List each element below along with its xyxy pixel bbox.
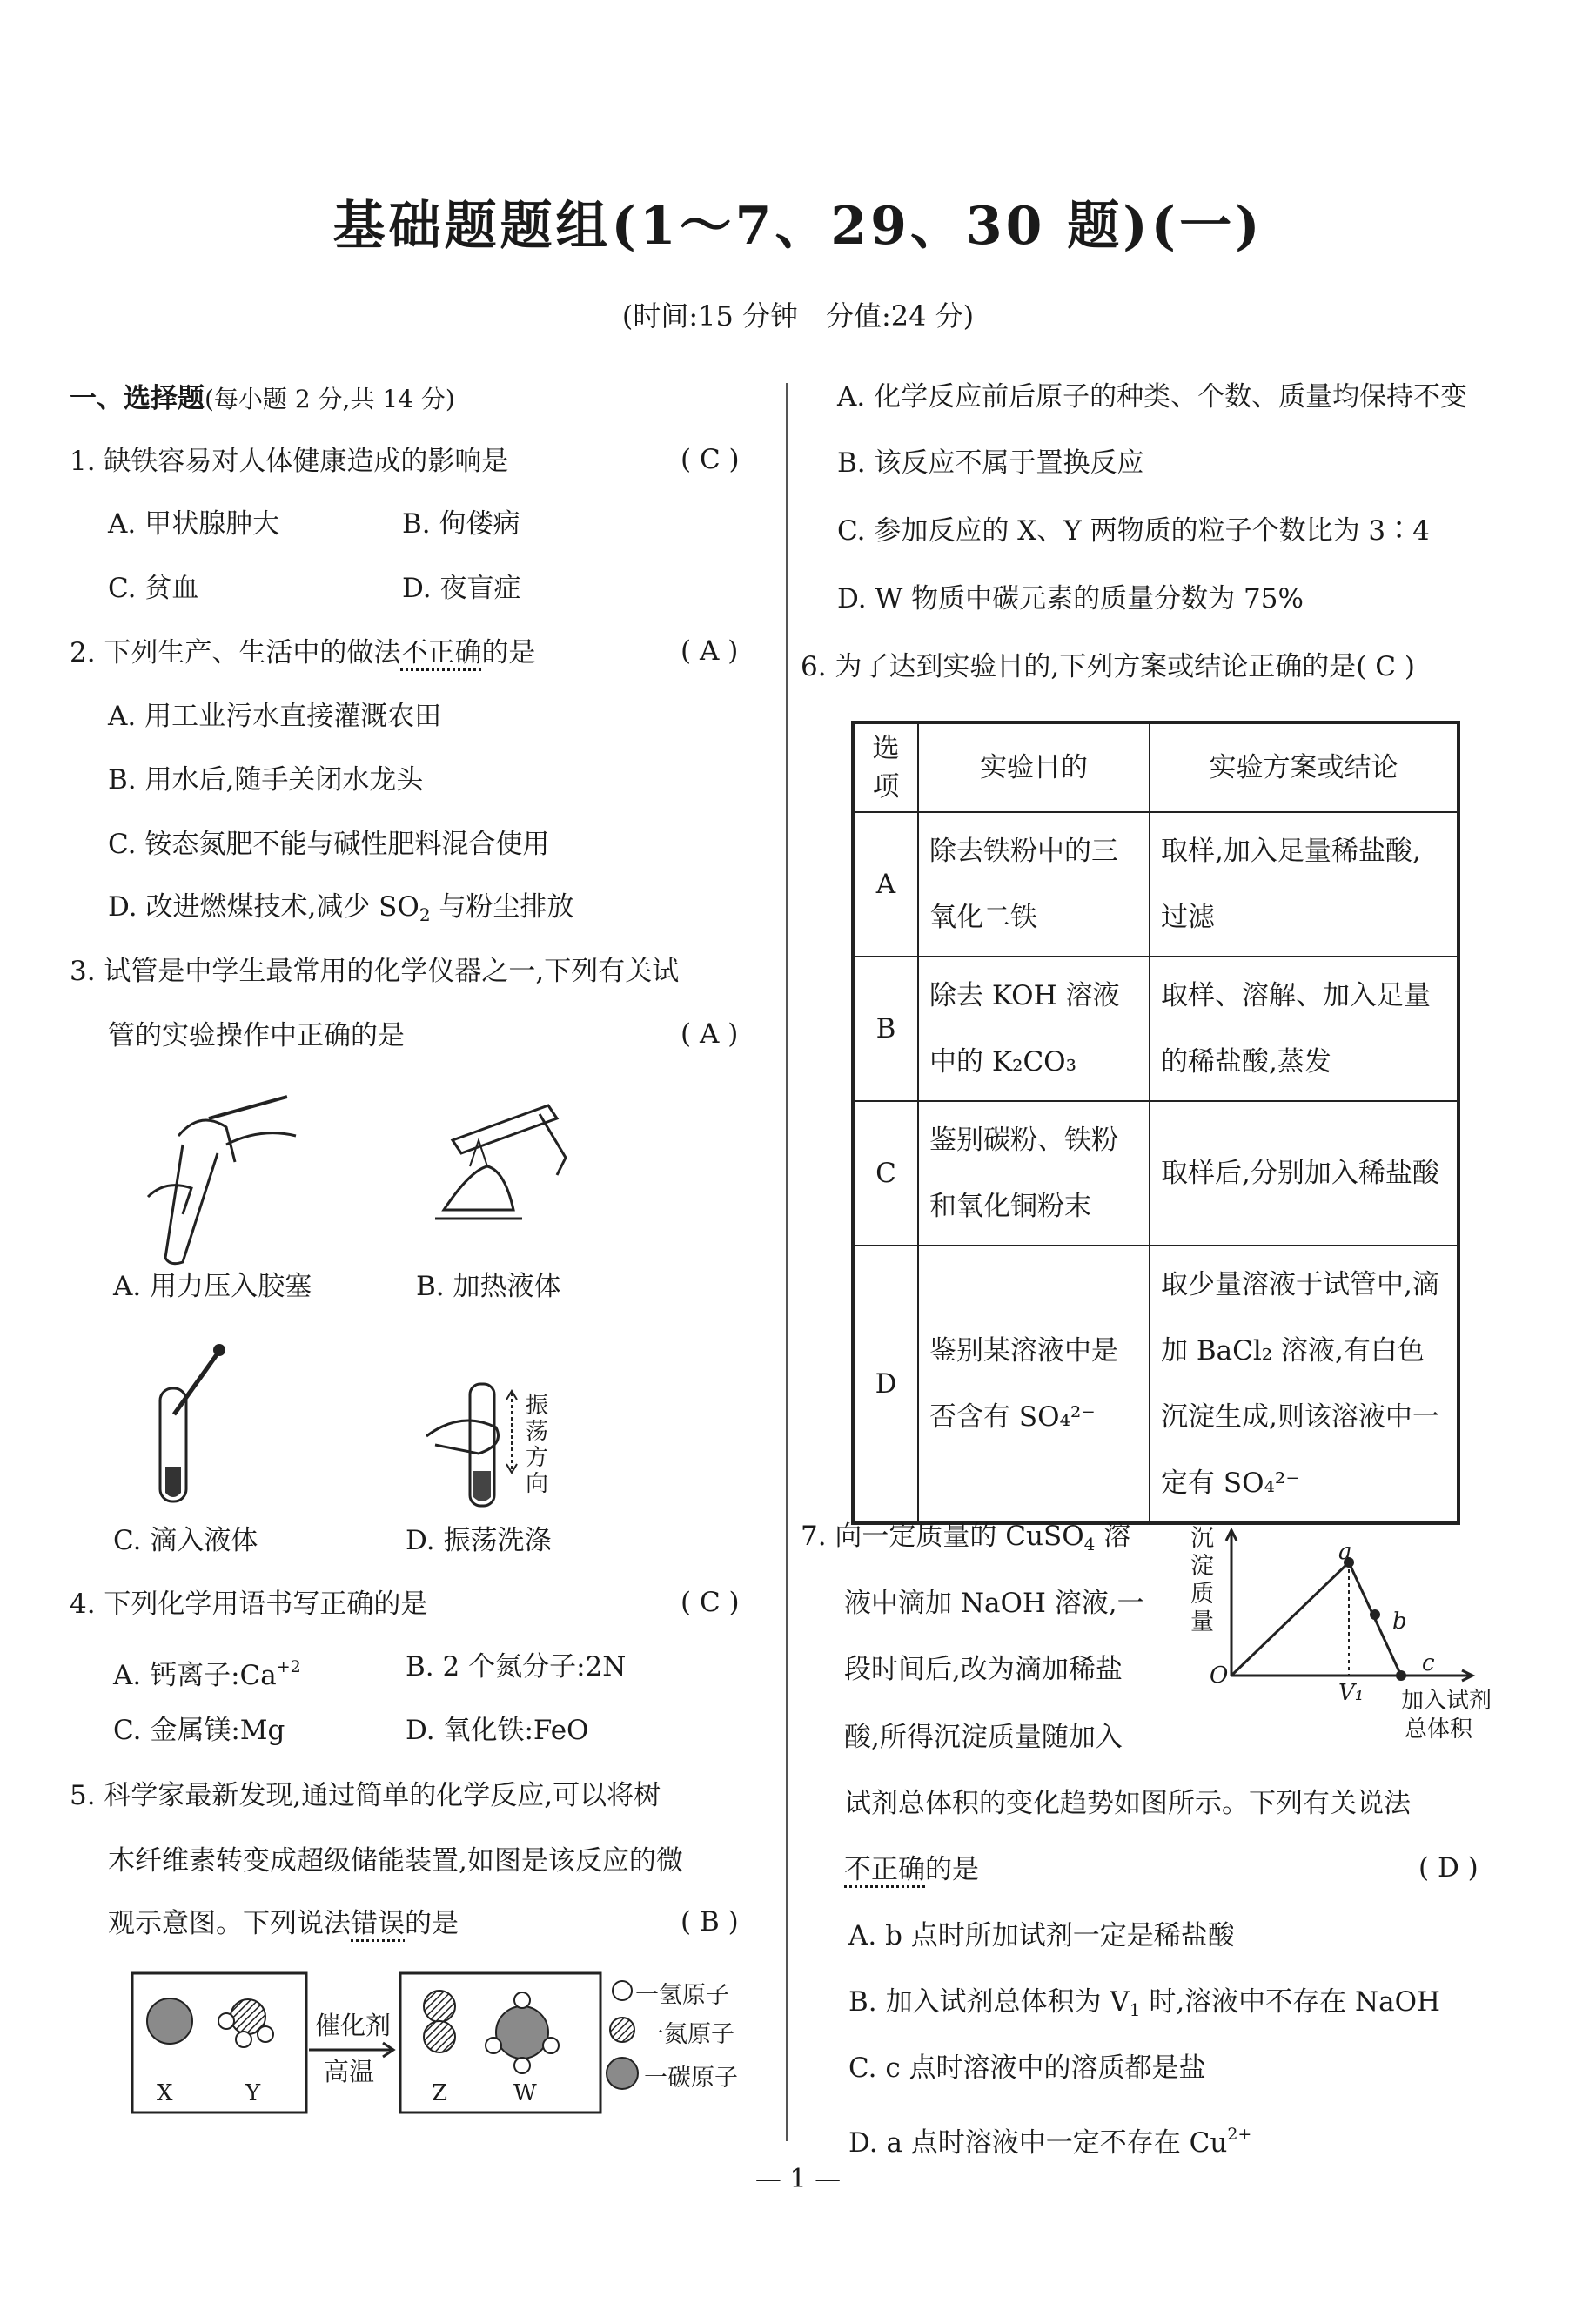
q7-stem-line6: 不正确的是 xyxy=(844,1854,979,1885)
q3-stem-line1: 3. 试管是中学生最常用的化学仪器之一,下列有关试 xyxy=(70,956,680,987)
table-header-cell: 实验方案或结论 xyxy=(1150,722,1459,812)
q3-option-d: D. 振荡洗涤 xyxy=(406,1525,552,1556)
q3-fig-shake-wash xyxy=(409,1375,600,1515)
table-cell-plan: 取样后,分别加入稀盐酸 xyxy=(1150,1101,1459,1246)
table-header-cell: 选项 xyxy=(853,722,918,812)
q2-answer: ( A ) xyxy=(681,635,739,667)
q5-label-y: Y xyxy=(245,2080,261,2106)
q5-answer: ( B ) xyxy=(681,1906,739,1938)
q7-option-b: B. 加入试剂总体积为 $V_1$ 时,溶液中不存在 NaOH xyxy=(848,1986,1441,2020)
q4-answer: ( C ) xyxy=(681,1587,740,1618)
table-cell-option: D xyxy=(853,1246,918,1523)
q2-option-a: A. 用工业污水直接灌溉农田 xyxy=(108,701,442,732)
q1-option-d: D. 夜盲症 xyxy=(402,573,521,604)
q6-stem: 6. 为了达到实验目的,下列方案或结论正确的是( C ) xyxy=(801,651,1415,682)
q7-chart xyxy=(1184,1523,1549,1741)
q4-option-d: D. 氧化铁:FeO xyxy=(406,1715,589,1746)
q5-catalyst-label: 催化剂 xyxy=(315,2011,392,2040)
q6-table-header xyxy=(853,722,1459,812)
q5-option-b: B. 该反应不属于置换反应 xyxy=(837,447,1144,479)
q7-stem-line1: 7. 向一定质量的 CuSO$_4$ 溶 xyxy=(801,1521,1131,1555)
q3-fig-press-stopper xyxy=(131,1092,331,1266)
q3-option-c: C. 滴入液体 xyxy=(113,1525,258,1556)
q1-option-b: B. 佝偻病 xyxy=(402,508,520,540)
q6-table xyxy=(851,721,1460,1525)
q7-point-c-label: c xyxy=(1422,1650,1435,1676)
q3-fig-drop-liquid xyxy=(148,1336,244,1510)
q1-answer: ( C ) xyxy=(681,444,740,475)
table-cell-goal: 除去 KOH 溶液中的 K₂CO₃ xyxy=(918,957,1150,1101)
q1-stem: 1. 缺铁容易对人体健康造成的影响是 xyxy=(70,446,509,477)
legend-carbon xyxy=(607,2058,638,2089)
q4-stem: 4. 下列化学用语书写正确的是 xyxy=(70,1589,428,1620)
q7-answer: ( D ) xyxy=(1418,1852,1479,1884)
table-cell-plan: 取样,加入足量稀盐酸,过滤 xyxy=(1150,812,1459,957)
table-cell-plan: 取少量溶液于试管中,滴加 BaCl₂ 溶液,有白色沉淀生成,则该溶液中一定有 SO₄²⁻ xyxy=(1150,1246,1459,1523)
legend-hydrogen xyxy=(613,1981,632,2000)
table-row xyxy=(853,957,1459,1101)
q7-option-c: C. c 点时溶液中的溶质都是盐 xyxy=(848,2052,1206,2084)
q5-label-x: X xyxy=(157,2080,173,2106)
q2-option-c: C. 铵态氮肥不能与碱性肥料混合使用 xyxy=(108,829,550,860)
q2-option-b: B. 用水后,随手关闭水龙头 xyxy=(108,764,424,796)
carbon-atom-x xyxy=(147,1998,192,2044)
q5-option-a: A. 化学反应前后原子的种类、个数、质量均保持不变 xyxy=(837,381,1468,413)
q3-stem-line2: 管的实验操作中正确的是 xyxy=(108,1020,405,1051)
q2-option-d: D. 改进燃煤技术,减少 $SO_2$ 与粉尘排放 xyxy=(108,891,574,925)
q5-stem-line3: 观示意图。下列说法错误的是 xyxy=(108,1908,459,1939)
q5-option-c: C. 参加反应的 X、Y 两物质的粒子个数比为 3∶4 xyxy=(837,515,1430,547)
table-cell-plan: 取样、溶解、加入足量的稀盐酸,蒸发 xyxy=(1150,957,1459,1101)
q7-point-a-label: a xyxy=(1338,1539,1352,1565)
q5-legend-nitrogen: 一氮原子 xyxy=(640,2021,734,2048)
column-divider xyxy=(786,383,788,2141)
q7-x-label-2: 总体积 xyxy=(1405,1716,1473,1743)
table-header-cell: 实验目的 xyxy=(918,722,1150,812)
q5-stem-line2: 木纤维素转变成超级储能装置,如图是该反应的微 xyxy=(108,1845,683,1877)
q7-v1-label: V₁ xyxy=(1338,1680,1365,1706)
table-row xyxy=(853,812,1459,957)
q5-legend-carbon: 一碳原子 xyxy=(644,2065,738,2092)
table-cell-option: A xyxy=(853,812,918,957)
q3-fig-heat-liquid xyxy=(418,1088,592,1262)
q7-y-label: 沉淀质量 xyxy=(1190,1525,1214,1636)
q3-answer: ( A ) xyxy=(681,1018,739,1050)
table-cell-goal: 鉴别某溶液中是否含有 SO₄²⁻ xyxy=(918,1246,1150,1523)
legend-nitrogen xyxy=(610,2018,634,2042)
section-heading: 一、选择题(每小题 2 分,共 14 分) xyxy=(70,383,455,414)
q3-shake-label: 振荡方向 xyxy=(526,1393,549,1497)
q7-stem-line2: 液中滴加 NaOH 溶液,一 xyxy=(844,1588,1144,1619)
q4-option-a: A. 钙离子$:Ca^{+2}$ xyxy=(113,1657,301,1691)
q3-option-a: A. 用力压入胶塞 xyxy=(113,1271,312,1302)
table-cell-goal: 鉴别碳粉、铁粉和氧化铜粉末 xyxy=(918,1101,1150,1246)
q7-stem-line5: 试剂总体积的变化趋势如图所示。下列有关说法 xyxy=(844,1788,1411,1819)
q7-point-b-label: b xyxy=(1392,1609,1407,1635)
q3-option-b: B. 加热液体 xyxy=(416,1271,561,1302)
series-line-rise xyxy=(1231,1562,1349,1676)
point-b xyxy=(1370,1609,1380,1620)
q1-option-c: C. 贫血 xyxy=(108,573,199,604)
q7-stem-line4: 酸,所得沉淀质量随加入 xyxy=(844,1722,1123,1753)
q5-stem-line1: 5. 科学家最新发现,通过简单的化学反应,可以将树 xyxy=(70,1780,661,1811)
table-row xyxy=(853,1246,1459,1523)
q7-stem-line3: 段时间后,改为滴加稀盐 xyxy=(844,1654,1123,1685)
q4-option-b: B. 2 个氮分子:2N xyxy=(406,1651,627,1683)
q5-temp-label: 高温 xyxy=(324,2057,375,2086)
page-title: 基础题题组(1～7、29、30 题)(一) xyxy=(332,196,1264,257)
q5-legend-hydrogen: 一氢原子 xyxy=(635,1982,729,2009)
q5-label-w: W xyxy=(513,2080,537,2106)
q7-x-label-1: 加入试剂 xyxy=(1401,1688,1492,1714)
table-row xyxy=(853,1101,1459,1246)
q1-option-a: A. 甲状腺肿大 xyxy=(108,508,280,540)
point-c xyxy=(1396,1670,1406,1681)
q5-label-z: Z xyxy=(432,2080,448,2106)
page-subtitle: (时间:15 分钟 分值:24 分) xyxy=(621,299,975,332)
q7-origin-label: O xyxy=(1210,1662,1229,1689)
page-number: — 1 — xyxy=(754,2164,842,2194)
q4-option-c: C. 金属镁:Mg xyxy=(113,1715,285,1746)
q2-stem: 2. 下列生产、生活中的做法不正确的是 xyxy=(70,637,536,668)
q7-option-a: A. b 点时所加试剂一定是稀盐酸 xyxy=(848,1920,1235,1951)
q5-option-d: D. W 物质中碳元素的质量分数为 75% xyxy=(837,583,1304,615)
table-cell-option: C xyxy=(853,1101,918,1246)
q7-option-d: D. a 点时溶液中一定不存在 $Cu^{2+}$ xyxy=(848,2125,1252,2159)
table-cell-goal: 除去铁粉中的三氧化二铁 xyxy=(918,812,1150,957)
table-cell-option: B xyxy=(853,957,918,1101)
